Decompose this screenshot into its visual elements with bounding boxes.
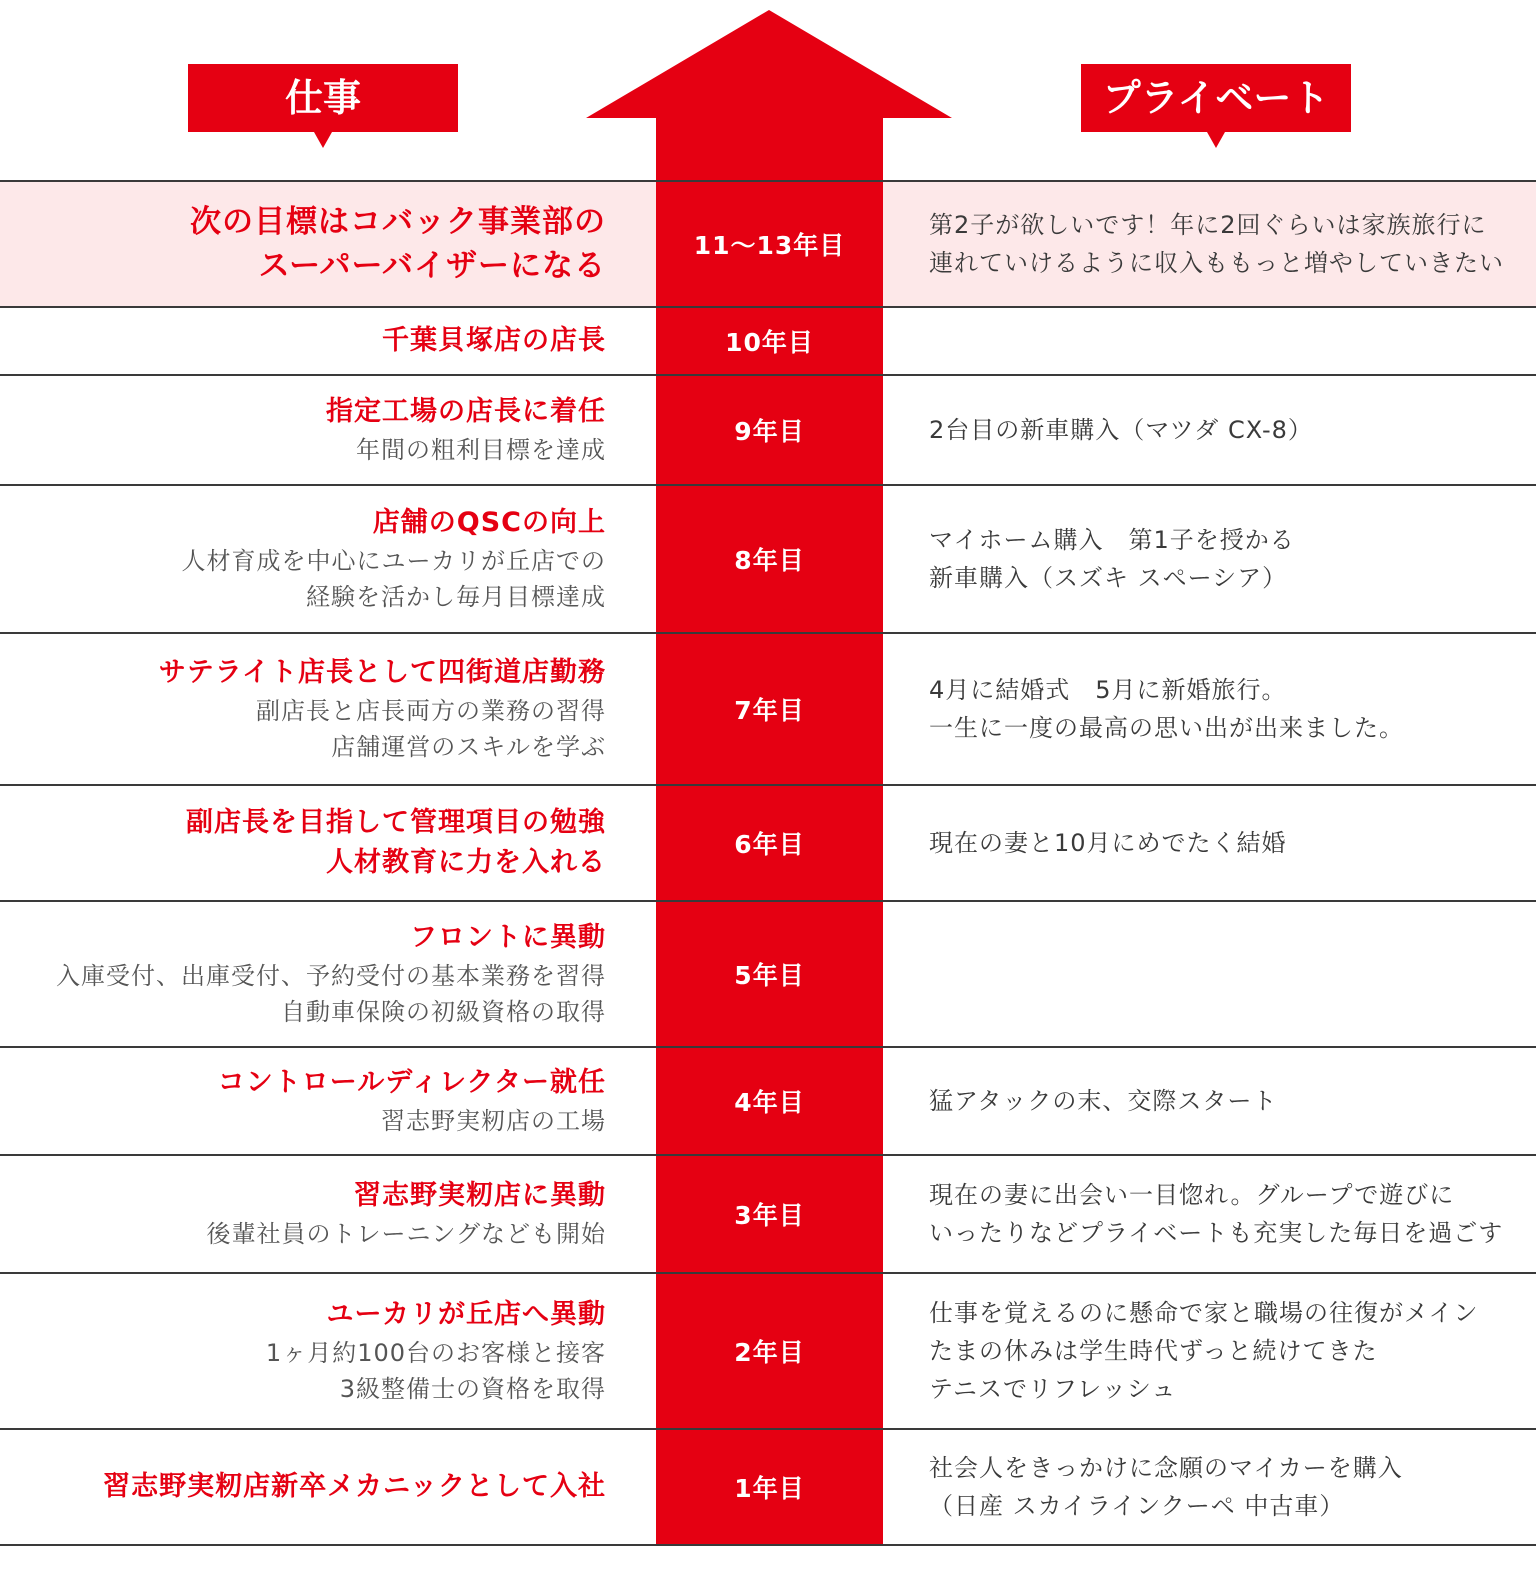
work-description: 習志野実籾店の工場 xyxy=(381,1107,606,1135)
work-title: 習志野実籾店新卒メカニックとして入社 xyxy=(103,1471,606,1502)
private-text: 2台目の新車購入（マツダ CX-8） xyxy=(929,416,1313,444)
work-title: 習志野実籾店に異動 xyxy=(354,1180,606,1211)
work-description: 1ヶ月約100台のお客様と接客 xyxy=(265,1339,606,1367)
private-cell xyxy=(883,1156,1536,1272)
year-label: 7年目 xyxy=(656,634,883,784)
chevron-down-icon xyxy=(314,132,332,148)
work-cell xyxy=(0,182,656,306)
private-text: テニスでリフレッシュ xyxy=(929,1375,1177,1403)
work-title: 副店長を目指して管理項目の勉強 xyxy=(186,807,606,838)
private-cell xyxy=(883,1274,1536,1428)
private-text: 現在の妻に出会い一目惚れ。グループで遊びに xyxy=(929,1181,1455,1209)
work-title: 指定工場の店長に着任 xyxy=(326,396,606,427)
work-cell xyxy=(0,486,656,632)
timeline-row xyxy=(0,1428,1536,1546)
private-cell xyxy=(883,1048,1536,1154)
work-description: 入庫受付、出庫受付、予約受付の基本業務を習得 xyxy=(56,962,606,990)
year-label: 6年目 xyxy=(656,786,883,900)
work-title: 次の目標はコバック事業部の xyxy=(190,204,606,240)
work-description: 経験を活かし毎月目標達成 xyxy=(306,583,606,611)
timeline-table xyxy=(0,180,1536,1546)
year-label: 5年目 xyxy=(656,902,883,1046)
private-cell xyxy=(883,376,1536,484)
private-text: いったりなどプライベートも充実した毎日を過ごす xyxy=(929,1219,1504,1247)
work-title: スーパーバイザーになる xyxy=(258,248,606,284)
private-text: 4月に結婚式 5月に新婚旅行。 xyxy=(929,676,1287,704)
timeline-row xyxy=(0,484,1536,632)
work-cell xyxy=(0,376,656,484)
private-text: 第2子が欲しいです！年に2回ぐらいは家族旅行に xyxy=(929,211,1487,239)
private-column-header xyxy=(1081,64,1351,132)
work-cell xyxy=(0,1274,656,1428)
timeline-row xyxy=(0,1046,1536,1154)
private-text: 社会人をきっかけに念願のマイカーを購入 xyxy=(929,1454,1403,1482)
work-cell xyxy=(0,1048,656,1154)
work-cell xyxy=(0,1156,656,1272)
year-label: 10年目 xyxy=(656,308,883,374)
private-text: 一生に一度の最高の思い出が出来ました。 xyxy=(929,714,1404,742)
work-cell xyxy=(0,902,656,1046)
work-description: 年間の粗利目標を達成 xyxy=(356,436,606,464)
work-title: フロントに異動 xyxy=(410,922,606,953)
work-description: 人材育成を中心にユーカリが丘店での xyxy=(181,547,606,575)
chevron-down-icon xyxy=(1207,132,1225,148)
private-text: 新車購入（スズキ スペーシア） xyxy=(929,564,1288,592)
private-text: 仕事を覚えるのに懸命で家と職場の往復がメイン xyxy=(929,1299,1479,1327)
work-description: 3級整備士の資格を取得 xyxy=(339,1375,606,1403)
work-cell xyxy=(0,786,656,900)
work-column-header xyxy=(188,64,458,132)
work-title: 店舗のQSCの向上 xyxy=(372,507,606,538)
year-label: 4年目 xyxy=(656,1048,883,1154)
private-cell xyxy=(883,486,1536,632)
private-cell xyxy=(883,182,1536,306)
year-label: 8年目 xyxy=(656,486,883,632)
work-header-label: 仕事 xyxy=(284,76,361,120)
private-text: （日産 スカイラインクーペ 中古車） xyxy=(929,1492,1345,1520)
work-description: 自動車保険の初級資格の取得 xyxy=(281,998,606,1026)
private-cell xyxy=(883,308,1536,374)
year-label: 9年目 xyxy=(656,376,883,484)
work-title: ユーカリが丘店へ異動 xyxy=(326,1299,606,1330)
timeline-row xyxy=(0,1154,1536,1272)
timeline-row xyxy=(0,374,1536,484)
work-cell xyxy=(0,634,656,784)
work-description: 店舗運営のスキルを学ぶ xyxy=(331,733,606,761)
timeline-row xyxy=(0,306,1536,374)
work-title: 千葉貝塚店の店長 xyxy=(382,325,606,356)
work-description: 副店長と店長両方の業務の習得 xyxy=(256,697,606,725)
timeline-row xyxy=(0,632,1536,784)
year-label: 3年目 xyxy=(656,1156,883,1272)
private-cell xyxy=(883,634,1536,784)
private-cell xyxy=(883,902,1536,1046)
timeline-row xyxy=(0,1272,1536,1428)
private-cell xyxy=(883,786,1536,900)
work-cell xyxy=(0,1430,656,1544)
year-label: 2年目 xyxy=(656,1274,883,1428)
timeline-row xyxy=(0,900,1536,1046)
year-label: 1年目 xyxy=(656,1430,883,1544)
private-text: 現在の妻と10月にめでたく結婚 xyxy=(929,829,1287,857)
private-text: 猛アタックの末、交際スタート xyxy=(929,1087,1278,1115)
work-description: 後輩社員のトレーニングなども開始 xyxy=(206,1220,606,1248)
timeline-row xyxy=(0,180,1536,306)
work-cell xyxy=(0,308,656,374)
private-text: たまの休みは学生時代ずっと続けてきた xyxy=(929,1337,1378,1365)
private-text: 連れていけるように収入ももっと増やしていきたい xyxy=(929,249,1504,277)
year-label: 11〜13年目 xyxy=(656,182,883,306)
work-title: コントロールディレクター就任 xyxy=(217,1067,606,1098)
timeline-row xyxy=(0,784,1536,900)
private-text: マイホーム購入 第1子を授かる xyxy=(929,526,1295,554)
work-title: サテライト店長として四街道店勤務 xyxy=(158,657,606,688)
work-title: 人材教育に力を入れる xyxy=(326,847,606,878)
private-cell xyxy=(883,1430,1536,1544)
private-header-label: プライベート xyxy=(1102,76,1330,120)
